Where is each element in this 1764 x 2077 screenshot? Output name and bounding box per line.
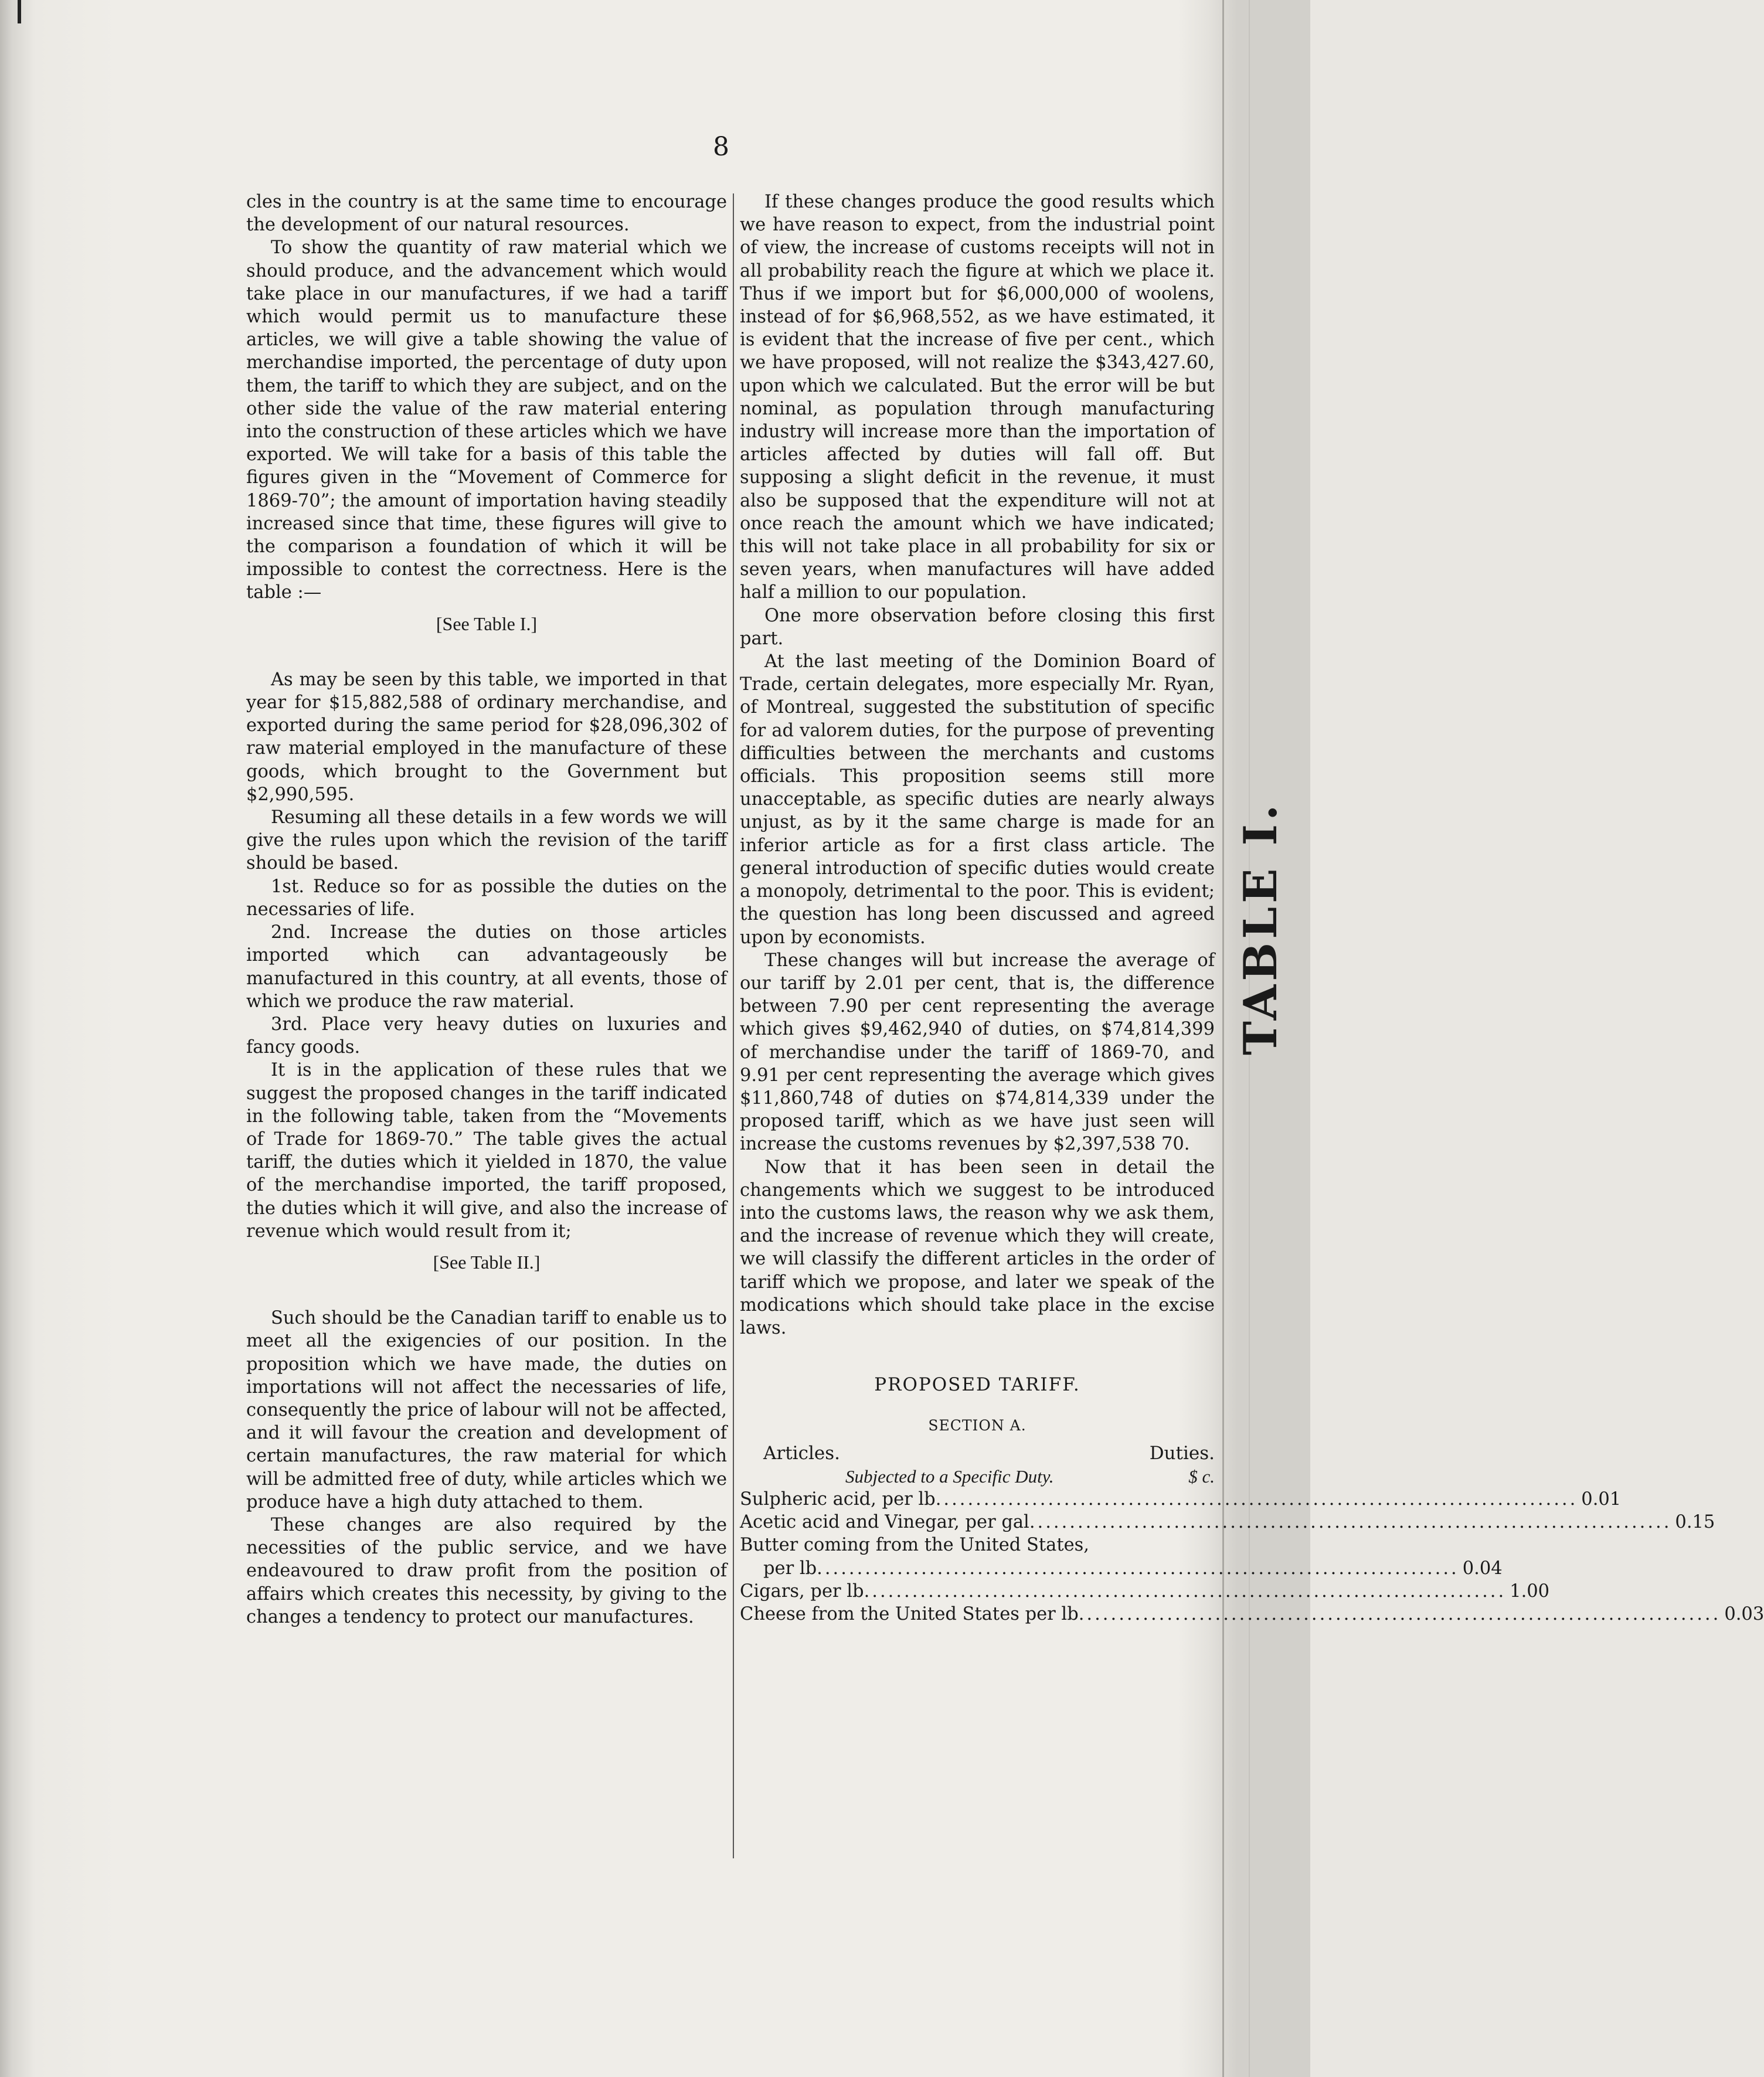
paragraph: If these changes produce the good results which we have reason to expect, from the industrial point of view, the increase of customs receipts will not in all probability reach the figure at which we place it. Thus if we import but for $6,000,000 of woolens, instead of for $6,968,552, as we have estimated, it is evident that the increase of five per cent., which we have proposed, will not realize the $343,427.60, upon which we calculated. But the error will be but nominal, as population through manufacturing industry will increase more than the importation of articles affected by duties will fall off. But supposing a slight deficit in the revenue, it must also be supposed that the expenditure will not at once reach the amount which we have indicated; this will not take place in all probability for six or seven years, when manufactures will have added half a million to our population.	[740, 192, 1215, 603]
paragraph: cles in the country is at the same time to encourage the development of our natural resources.	[246, 192, 727, 236]
table-reference: [See Table II.]	[433, 1251, 541, 1273]
paragraph: As may be seen by this table, we imported in that year for $15,882,588 of ordinary merchandise, and exported during the same period for $28,096,302 of raw material employed in the manufacture of these goods, which brought to the Government but $2,990,595.	[246, 669, 727, 805]
articles-header: Articles.	[763, 1442, 840, 1464]
left-column	[246, 191, 727, 1629]
leader-dots: ................................................................................	[1029, 1512, 1672, 1533]
tariff-row	[740, 1580, 1550, 1603]
paragraph: It is in the application of these rules that we suggest the proposed changes in the tariff indicated in the following table, taken from the “Movements of Trade for 1869-70.” The table gives the actual tariff, the duties which it yielded in 1870, the value of the merchandise imported, the tariff proposed, the duties which it will give, and also the increase of revenue which would result from it;	[246, 1060, 727, 1242]
paragraph: Resuming all these details in a few words we will give the rules upon which the revision of the tariff should be based.	[246, 807, 727, 874]
tariff-subheader	[740, 1465, 1215, 1488]
tariff-row	[740, 1534, 1215, 1556]
tariff-duty: 0.03	[1724, 1603, 1764, 1624]
scan-mark	[18, 0, 21, 23]
tariff-header	[740, 1442, 1215, 1465]
tariff-row	[740, 1511, 1715, 1534]
paragraph: These changes will but increase the average of our tariff by 2.01 per cent, that is, the difference between 7.90 per cent representing the average which gives $9,462,940 of duties, on $74,814,399 of merchandise under the tariff of 1869-70, and 9.91 per cent representing the average which gives $11,860,748 of duties on $74,814,339 under the proposed tariff, which as we have just seen will increase the customs revenues by $2,397,538 70.	[740, 950, 1215, 1155]
paragraph: Such should be the Canadian tariff to enable us to meet all the exigencies of our position. In the proposition which we have made, the duties on importations will not affect the necessaries of life, consequently the price of labour will not be affected, and it will favour the creation and development of certain manufactures, the raw material for which will be admitted free of duty, while articles which we produce have a high duty attached to them.	[246, 1308, 727, 1512]
paragraph: Now that it has been seen in detail the changements which we suggest to be introduced into the customs laws, the reason why we ask them, and the increase of revenue which they will create, we will classify the different articles in the order of tariff which we propose, and later we speak of the modications which should take place in the excise laws.	[740, 1157, 1215, 1338]
side-table-label: TABLE I.	[1234, 801, 1287, 1055]
duties-header: Duties.	[1149, 1442, 1215, 1464]
tariff-article: Cheese from the United States per lb	[740, 1603, 1079, 1624]
page-edge	[1222, 0, 1224, 2077]
tariff-duty: 0.15	[1675, 1512, 1715, 1533]
paragraph: At the last meeting of the Dominion Board of Trade, certain delegates, more especially Mr. Ryan, of Montreal, suggested the substitution of specific for ad valorem duties, for the purpose of preventing difficulties between the merchants and customs officials. This proposition seems still more unacceptable, as specific duties are nearly always unjust, as by it the same charge is made for an inferior article as for a first class article. The general introduction of specific duties would create a monopoly, detrimental to the poor. This is evident; the question has long been discussed and agreed upon by economists.	[740, 651, 1215, 948]
leader-dots: ................................................................................	[864, 1580, 1507, 1602]
tariff-duty: 0.01	[1581, 1488, 1622, 1510]
tariff-article: Sulpheric acid, per lb	[740, 1488, 936, 1510]
specific-duty-subhead: Subjected to a Specific Duty.	[845, 1466, 1054, 1487]
column-divider	[733, 193, 734, 1858]
paragraph: To show the quantity of raw material which we should produce, and the advancement which would take place in our manufactures, if we had a tariff which would permit us to manufacture these articles, we will give a table showing the value of merchandise imported, the percentage of duty upon them, the tariff to which they are subject, and on the other side the value of the raw material entering into the construction of these articles which we have exported. We will take for a basis of this table the figures given in the “Movement of Commerce for 1869-70”; the amount of importation having steadily increased since that time, these figures will give to the comparison a foundation of which it will be impossible to contest the correctness. Here is the table :—	[246, 237, 727, 603]
tariff-article: Cigars, per lb	[740, 1580, 864, 1602]
page-number: 8	[713, 132, 729, 162]
currency-header: $ c.	[1188, 1466, 1215, 1487]
tariff-duty: 1.00	[1510, 1580, 1550, 1602]
paragraph: One more observation before closing this first part.	[740, 605, 1215, 649]
tariff-article: per lb	[763, 1558, 817, 1579]
tariff-list	[740, 1488, 1764, 1626]
tariff-row	[740, 1488, 1622, 1511]
tariff-article: Acetic acid and Vinegar, per gal	[740, 1512, 1029, 1533]
rule-item: 1st. Reduce so for as possible the duties on the necessaries of life.	[246, 876, 727, 920]
table-reference: [See Table I.]	[436, 613, 538, 634]
tariff-row	[740, 1603, 1764, 1626]
tariff-article: Butter coming from the United States,	[740, 1535, 1089, 1556]
leader-dots: ................................................................................	[1078, 1603, 1721, 1624]
leader-dots: ................................................................................	[935, 1488, 1578, 1510]
tariff-duty: 0.04	[1462, 1558, 1503, 1579]
tariff-row	[740, 1557, 1503, 1580]
paragraph: These changes are also required by the necessities of the public service, and we have endeavoured to draw profit from the position of affairs which creates this necessity, by giving to the changes a tendency to protect our manufactures.	[246, 1514, 727, 1627]
tariff-title: PROPOSED TARIFF.	[874, 1374, 1080, 1396]
rule-item: 2nd. Increase the duties on those articles imported which can advantageously be manufactured in this country, at all events, those of which we produce the raw material.	[246, 922, 727, 1012]
leader-dots: ................................................................................	[817, 1558, 1459, 1579]
section-title: SECTION A.	[928, 1417, 1027, 1434]
rule-item: 3rd. Place very heavy duties on luxuries and fancy goods.	[246, 1014, 727, 1058]
